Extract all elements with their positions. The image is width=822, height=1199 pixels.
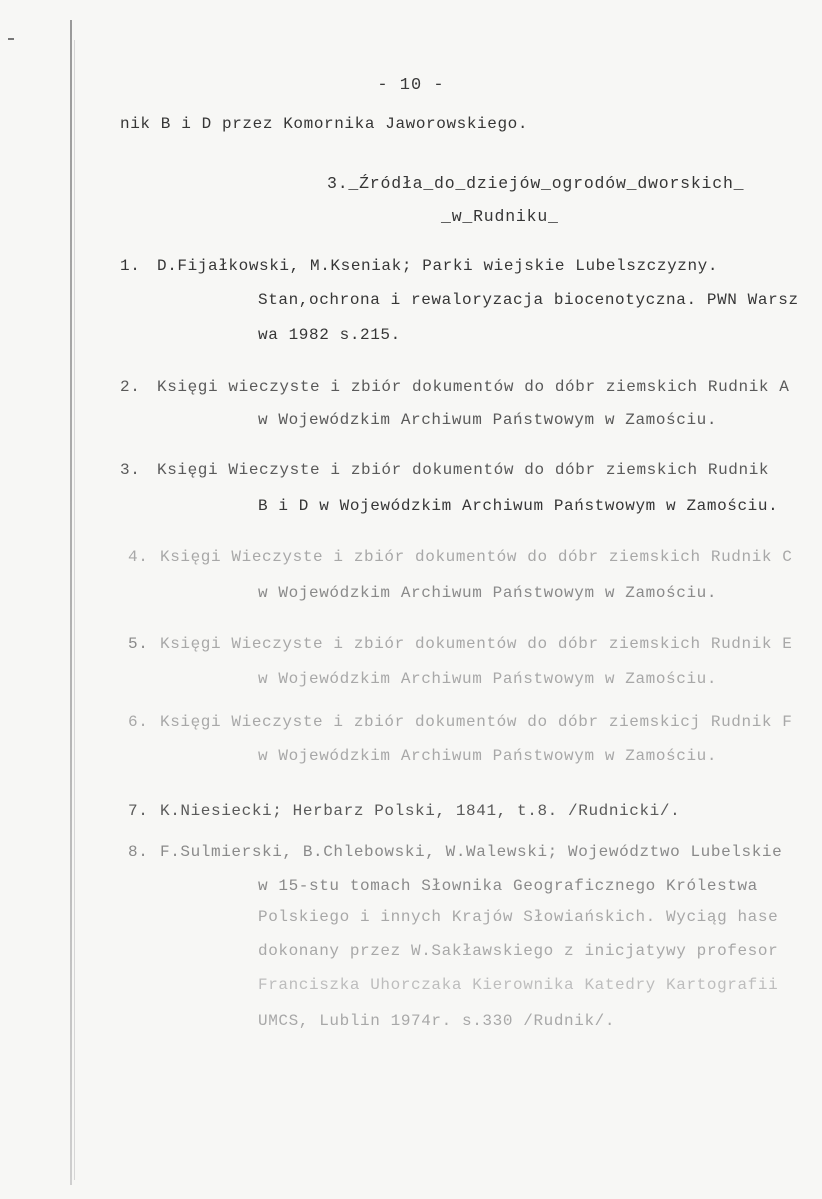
section-heading-line2: _w_Rudniku_	[441, 207, 559, 226]
item-number: 6.	[128, 713, 149, 731]
item-text-line: Księgi Wieczyste i zbiór dokumentów do dóbr ziemskich Rudnik C	[160, 548, 793, 566]
item-text-line: UMCS, Lublin 1974r. s.330 /Rudnik/.	[258, 1012, 616, 1030]
item-number: 5.	[128, 635, 149, 653]
item-text-line: w Wojewódzkim Archiwum Państwowym w Zamościu.	[258, 584, 718, 602]
item-text-line: w Wojewódzkim Archiwum Państwowym w Zamościu.	[258, 670, 718, 688]
left-margin-shadow	[74, 40, 75, 1180]
item-text-line: Polskiego i innych Krajów Słowiańskich. Wyciąg hase	[258, 908, 779, 926]
item-text-line: wa 1982 s.215.	[258, 326, 401, 344]
item-text-line: Księgi Wieczyste i zbiór dokumentów do dóbr ziemskicj Rudnik F	[160, 713, 793, 731]
item-number: 1.	[120, 257, 141, 275]
item-text-line: Księgi Wieczyste i zbiór dokumentów do dóbr ziemskich Rudnik E	[160, 635, 793, 653]
item-text-line: D.Fijałkowski, M.Kseniak; Parki wiejskie Lubelszczyzny.	[157, 257, 719, 275]
section-heading-line1: 3._Źródła_do_dziejów_ogrodów_dworskich_	[327, 174, 745, 193]
item-text-line: w 15-stu tomach Słownika Geograficznego Królestwa	[258, 877, 758, 895]
item-text-line: B i D w Wojewódzkim Archiwum Państwowym w Zamościu.	[258, 497, 779, 515]
left-margin-line	[70, 20, 72, 1185]
page-number: - 10 -	[377, 76, 445, 95]
item-text-line: dokonany przez W.Sakławskiego z inicjatywy profesor	[258, 942, 779, 960]
continuation-line: nik B i D przez Komornika Jaworowskiego.	[120, 115, 529, 133]
item-text-line: Stan,ochrona i rewaloryzacja biocenotyczna. PWN Warsz	[258, 291, 799, 309]
item-text-line: F.Sulmierski, B.Chlebowski, W.Walewski; Województwo Lubelskie	[160, 843, 783, 861]
item-number: 7.	[128, 802, 149, 820]
item-text-line: w Wojewódzkim Archiwum Państwowym w Zamościu.	[258, 747, 718, 765]
item-number: 2.	[120, 378, 141, 396]
item-number: 8.	[128, 843, 149, 861]
item-number: 4.	[128, 548, 149, 566]
item-text-line: Franciszka Uhorczaka Kierownika Katedry Kartografii	[258, 976, 779, 994]
item-text-line: w Wojewódzkim Archiwum Państwowym w Zamościu.	[258, 411, 718, 429]
item-number: 3.	[120, 461, 141, 479]
corner-mark	[8, 38, 14, 40]
item-text-line: K.Niesiecki; Herbarz Polski, 1841, t.8. /Rudnicki/.	[160, 802, 681, 820]
item-text-line: Księgi wieczyste i zbiór dokumentów do dóbr ziemskich Rudnik A	[157, 378, 790, 396]
item-text-line: Księgi Wieczyste i zbiór dokumentów do dóbr ziemskich Rudnik	[157, 461, 770, 479]
